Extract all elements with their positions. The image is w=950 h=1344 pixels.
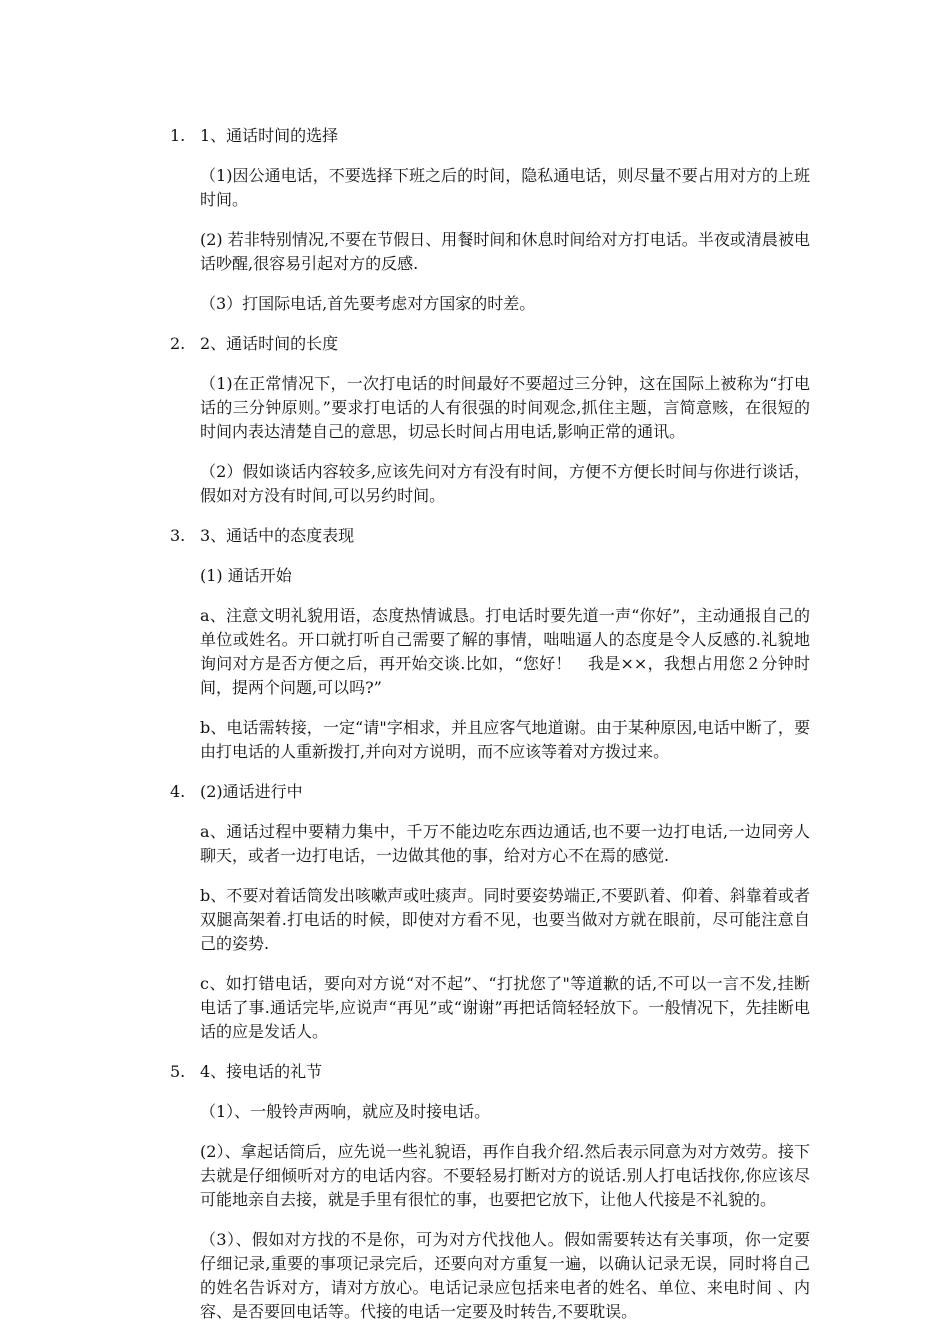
section-number: 4. [170, 782, 186, 801]
paragraph: b、不要对着话筒发出咳嗽声或吐痰声。同时要姿势端正,不要趴着、仰着、斜靠着或者双腿高架着.打电话的时候，即使对方看不见，也要当做对方就在眼前，尽可能注意自己的姿势. [200, 886, 810, 953]
section-heading [170, 332, 810, 356]
paragraph: (2）、拿起话筒后，应先说一些礼貌语，再作自我介绍.然后表示同意为对方效劳。接下去就是仔细倾听对方的电话内容。不要轻易打断对方的说话.别人打电话找你,你应该尽可能地亲自去接，就是手里有很忙的事，也要把它放下，让他人代接是不礼貌的。 [200, 1142, 810, 1209]
paragraph: c、如打错电话，要向对方说“对不起”、“打扰您了"等道歉的话,不可以一言不发,挂断电话了事.通话完毕,应说声“再见”或“谢谢”再把话筒轻轻放下。一般情况下，先挂断电话的应是发话人。 [200, 974, 810, 1041]
section-number: 1. [170, 126, 186, 145]
paragraph: （1）、一般铃声两响，就应及时接电话。 [200, 1102, 491, 1121]
section-title: 1、通话时间的选择 [200, 126, 339, 145]
section-call-attitude [170, 524, 810, 764]
section-title: 2、通话时间的长度 [200, 334, 339, 353]
document-body [170, 124, 810, 1340]
paragraph: (1) 通话开始 [200, 566, 292, 585]
section-call-timing [170, 124, 810, 316]
section-call-length [170, 332, 810, 508]
section-number: 5. [170, 1062, 186, 1081]
paragraph: （3）、假如对方找的不是你，可为对方代找他人。假如需要转达有关事项，你一定要仔细记录,重要的事项记录完后，还要向对方重复一遍，以确认记录无误，同时将自己的姓名告诉对方，请对方放心。电话记录应包括来电者的姓名、单位、来电时间 、内容、是否要回电话等。代接的电话一定要及时转告,不要耽误。 [200, 1230, 810, 1321]
paragraph: b、电话需转接，一定“请"字相求，并且应客气地道谢。由于某种原因,电话中断了，要由打电话的人重新拨打,并向对方说明，而不应该等着对方拨过来。 [200, 718, 810, 761]
section-title: 3、通话中的态度表现 [200, 526, 355, 545]
section-heading [170, 780, 810, 804]
paragraph: （1)因公通电话，不要选择下班之后的时间，隐私通电话，则尽量不要占用对方的上班时间。 [200, 166, 810, 209]
section-heading [170, 524, 810, 548]
section-number: 3. [170, 526, 186, 545]
section-title: (2)通话进行中 [200, 782, 303, 801]
paragraph: (2) 若非特别情况,不要在节假日、用餐时间和休息时间给对方打电话。半夜或清晨被电话吵醒,很容易引起对方的反感. [200, 230, 810, 273]
section-number: 2. [170, 334, 186, 353]
paragraph: （3）打国际电话,首先要考虑对方国家的时差。 [200, 294, 536, 313]
section-answering-etiquette [170, 1060, 810, 1324]
section-heading [170, 1060, 810, 1084]
paragraph: a、注意文明礼貌用语，态度热情诚恳。打电话时要先道一声“你好”，主动通报自己的单位或姓名。开口就打听自己需要了解的事情，咄咄逼人的态度是令人反感的.礼貌地询问对方是否方便之后，再开始交谈.比如，“您好！ 我是××，我想占用您２分钟时间，提两个问题,可以吗?” [200, 606, 810, 697]
paragraph: （1)在正常情况下，一次打电话的时间最好不要超过三分钟，这在国际上被称为“打电话的三分钟原则。”要求打电话的人有很强的时间观念,抓住主题，言简意赅，在很短的时间内表达清楚自己的意思，切忌长时间占用电话,影响正常的通讯。 [200, 374, 810, 441]
paragraph: a、通话过程中要精力集中，千万不能边吃东西边通话,也不要一边打电话,一边同旁人聊天，或者一边打电话，一边做其他的事，给对方心不在焉的感觉. [200, 822, 810, 865]
section-heading [170, 124, 810, 148]
section-during-call [170, 780, 810, 1044]
paragraph: （2）假如谈话内容较多,应该先问对方有没有时间，方便不方便长时间与你进行谈话，假如对方没有时间,可以另约时间。 [200, 462, 810, 505]
section-title: 4、接电话的礼节 [200, 1062, 323, 1081]
